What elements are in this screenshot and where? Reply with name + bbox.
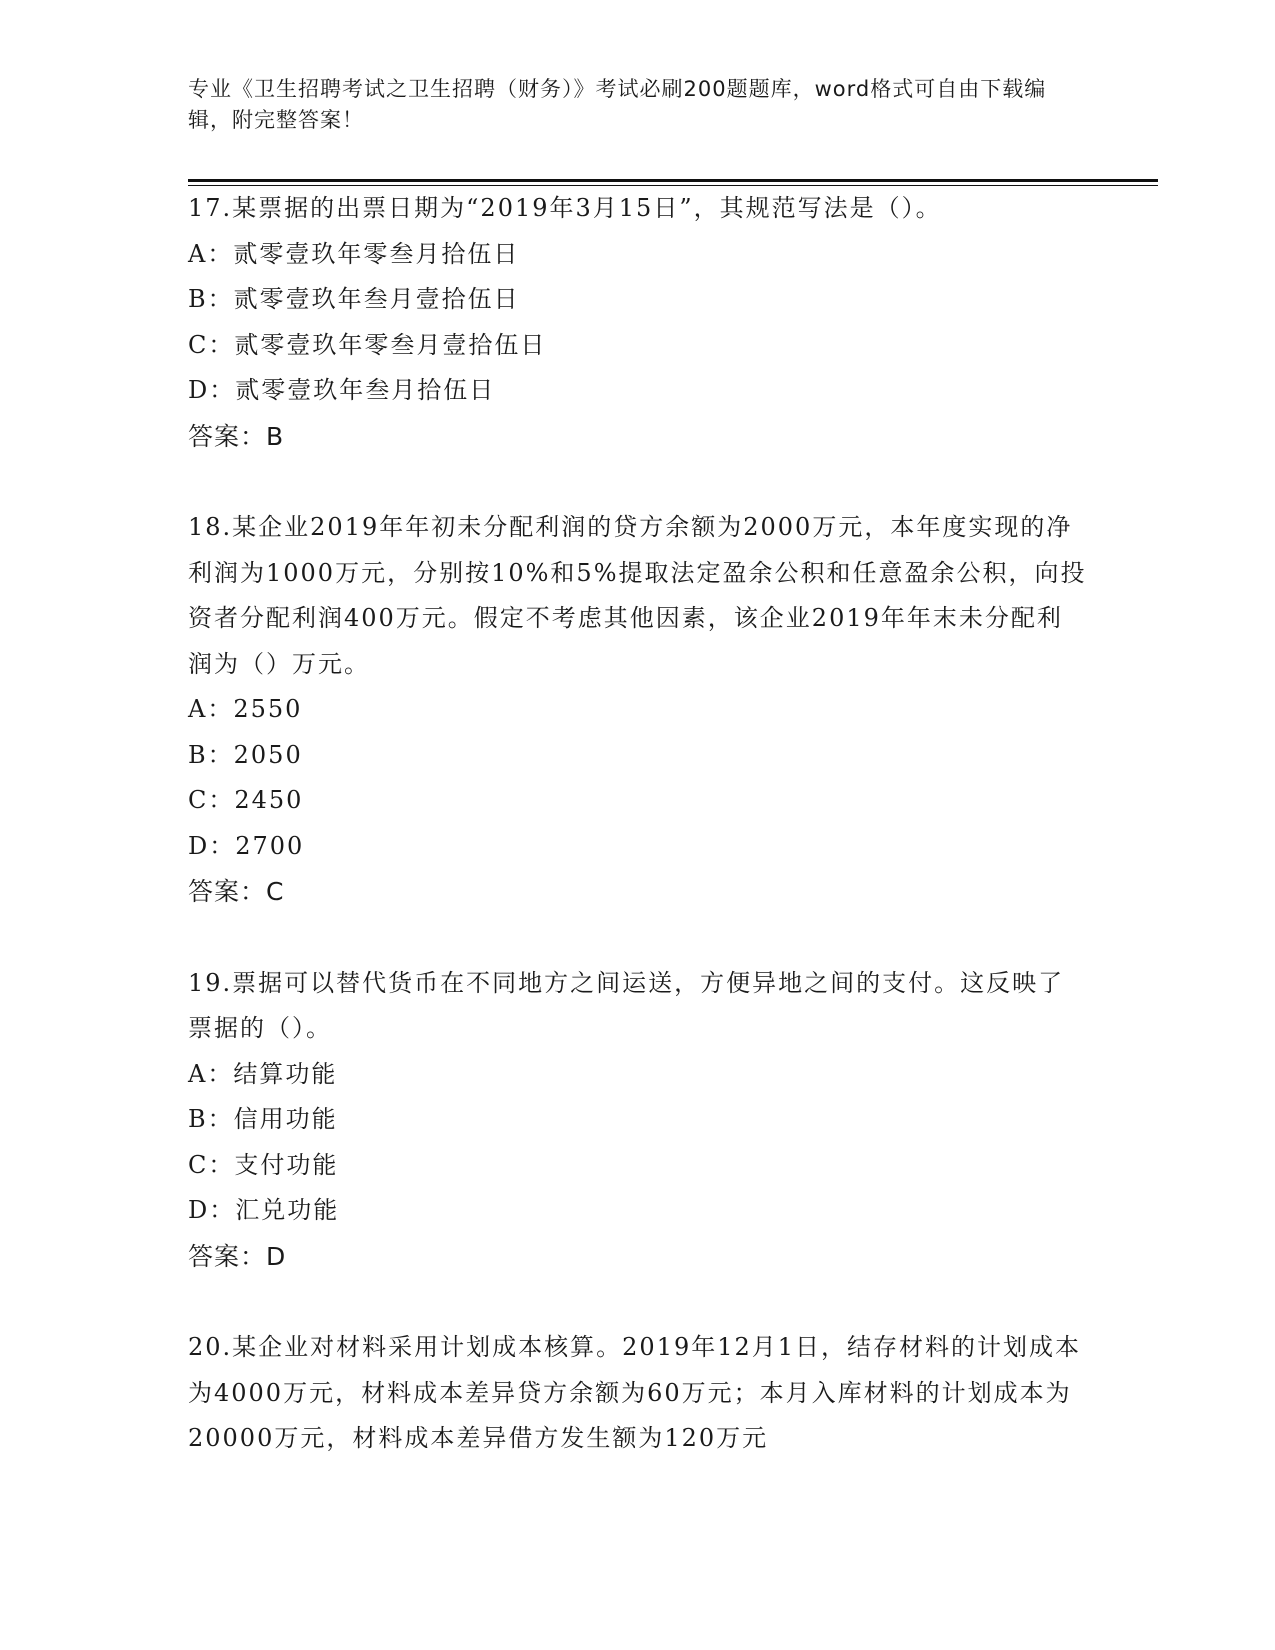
option-a: A：贰零壹玖年零叁月拾伍日 <box>188 239 520 268</box>
option-d: D：贰零壹玖年叁月拾伍日 <box>188 376 496 404</box>
option-a: A：2550 <box>188 695 303 723</box>
option-b: B：信用功能 <box>188 1105 338 1133</box>
option-c: C：支付功能 <box>188 1150 339 1179</box>
answer-label: 答案：B <box>188 421 285 451</box>
question-19 <box>188 961 1088 1280</box>
option-d: D：汇兑功能 <box>188 1196 340 1224</box>
question-17 <box>188 186 1088 459</box>
option-c: C：2450 <box>188 786 304 814</box>
answer-label: 答案：C <box>188 877 285 906</box>
option-b: B：贰零壹玖年叁月壹拾伍日 <box>188 285 520 313</box>
option-d: D：2700 <box>188 831 305 860</box>
question-stem: 17.某票据的出票日期为“2019年3月15日”，其规范写法是（）。 <box>188 194 942 222</box>
option-b: B：2050 <box>188 740 303 769</box>
question-stem: 19.票据可以替代货币在不同地方之间运送，方便异地之间的支付。这反映了票据的（）。 <box>188 968 1065 1042</box>
question-18 <box>188 505 1088 915</box>
option-a: A：结算功能 <box>188 1059 338 1088</box>
document-header: 专业《卫生招聘考试之卫生招聘（财务）》考试必刷200题题库，word格式可自由下载编辑，附完整答案！ <box>188 77 1047 132</box>
answer-label: 答案：D <box>188 1241 287 1271</box>
header-divider-thick <box>188 179 1158 182</box>
question-list <box>188 186 1088 1462</box>
question-stem: 18.某企业2019年年初未分配利润的贷方余额为2000万元，本年度实现的净利润为1000万元，分别按10%和5%提取法定盈余公积和任意盈余公积，向投资者分配利润400万元。假定不考虑其他因素，该企业2019年年末未分配利润为（）万元。 <box>188 513 1087 678</box>
option-c: C：贰零壹玖年零叁月壹拾伍日 <box>188 330 547 359</box>
question-20 <box>188 1325 1088 1462</box>
question-stem: 20.某企业对材料采用计划成本核算。2019年12月1日，结存材料的计划成本为4000万元，材料成本差异贷方余额为60万元；本月入库材料的计划成本为20000万元，材料成本差异借方发生额为120万元 <box>188 1333 1082 1452</box>
